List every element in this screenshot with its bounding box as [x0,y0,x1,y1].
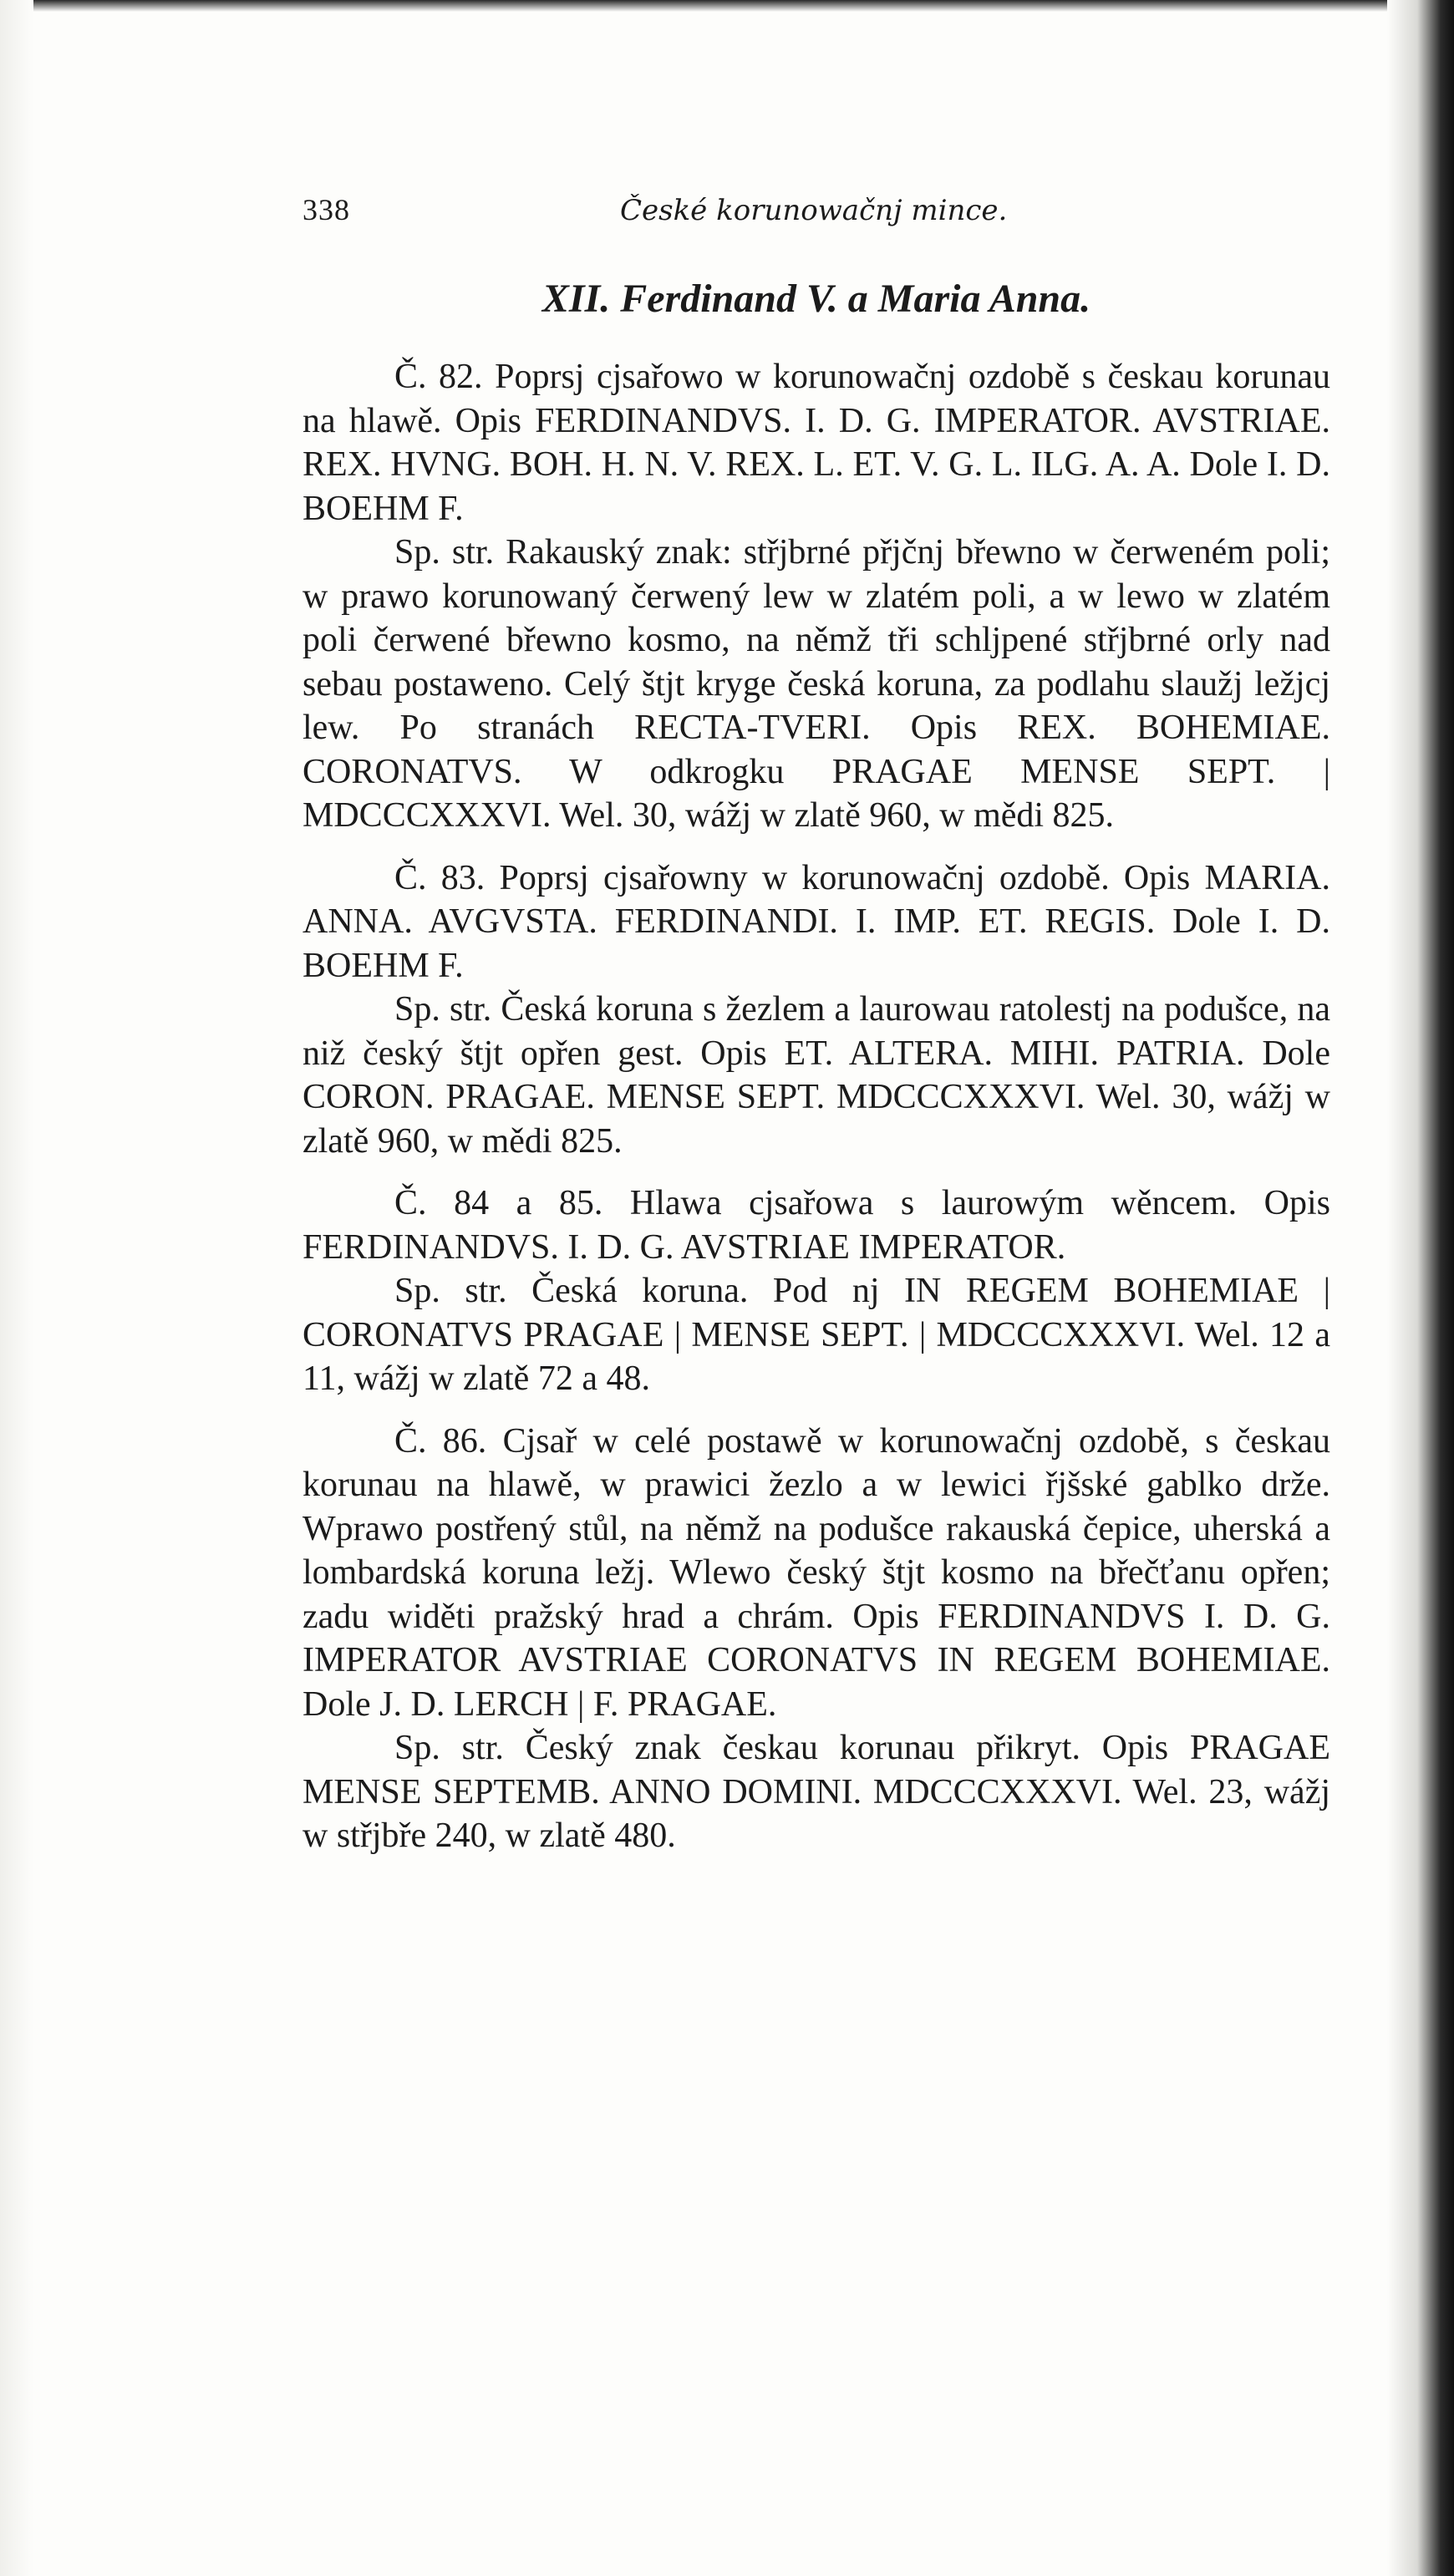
paragraph-c83-obverse: Č. 83. Poprsj cjsařowny w korunowačnj ozdobě. Opis MARIA. ANNA. AVGVSTA. FERDINANDI. I. IMP. ET. REGIS. Dole I. D. BOEHM F. [302,858,1330,985]
scan-left-edge [0,0,33,2576]
paragraph-c84-85-obverse: Č. 84 a 85. Hlawa cjsařowa s laurowým wěncem. Opis FERDINANDVS. I. D. G. AVSTRIAE IMPERATOR. [302,1184,1330,1267]
paragraph-c83-reverse: Sp. str. Česká koruna s žezlem a laurowau ratolestj na podušce, na niž český štjt opřen gest. Opis ET. ALTERA. MIHI. PATRIA. Dole CORON. PRAGAE. MENSE SEPT. MDCCCXXXVI. Wel. 30, wážj w zlatě 960, w mědi 825. [302,990,1330,1161]
section-title: XII. Ferdinand V. a Maria Anna. [541,277,1091,321]
paragraph-c82-obverse: Č. 82. Poprsj cjsařowo w korunowačnj ozdobě s českau korunau na hlawě. Opis FERDINANDVS. I. D. G. IMPERATOR. AVSTRIAE. REX. HVNG. BOH. H. N. V. REX. L. ET. V. G. L. ILG. A. A. Dole I. D. BOEHM F. [302,358,1330,528]
paragraph-c86-obverse: Č. 86. Cjsař w celé postawě w korunowačnj ozdobě, s českau korunau na hlawě, w prawici žezlo a w lewici řjšské gablko drže. Wprawo postřený stůl, na němž na podušce rakauská čepice, uherská a lombardská koruna ležj. Wlewo český štjt kosmo na břečťanu opřen; zadu widěti pražský hrad a chrám. Opis FERDINANDVS I. D. G. IMPERATOR AVSTRIAE CORONATVS IN REGEM BOHEMIAE. Dole J. D. LERCH | F. PRAGAE. [302,1421,1330,1724]
paragraph-c82-reverse: Sp. str. Rakauský znak: střjbrné přjčnj břewno w čerweném poli; w prawo korunowaný čerwený lew w zlatém poli, a w lewo w zlatém poli čerwené břewno kosmo, na němž tři schljpené střjbrné orly nad sebau postaweno. Celý štjt kryge česká koruna, za podlahu slaužj ležjcj lew. Po stranách RECTA-TVERI. Opis REX. BOHEMIAE. CORONATVS. W odkrogku PRAGAE MENSE SEPT. | MDCCCXXXVI. Wel. 30, wážj w zlatě 960, w mědi 825. [302,533,1330,835]
scan-right-edge [1387,0,1454,2576]
running-title: České korunowačnj mince. [620,194,1008,227]
body-text [302,355,1330,1858]
paragraph-c86-reverse: Sp. str. Český znak českau korunau přikryt. Opis PRAGAE MENSE SEPTEMB. ANNO DOMINI. MDCCCXXXVI. Wel. 23, wážj w střjbře 240, w zlatě 480. [302,1729,1330,1855]
running-head [302,192,1330,242]
page-number: 338 [302,193,350,226]
scan-top-edge [0,0,1454,12]
paragraph-c84-85-reverse: Sp. str. Česká koruna. Pod nj IN REGEM BOHEMIAE | CORONATVS PRAGAE | MENSE SEPT. | MDCCCXXXVI. Wel. 12 a 11, wážj w zlatě 72 a 48. [302,1272,1330,1398]
